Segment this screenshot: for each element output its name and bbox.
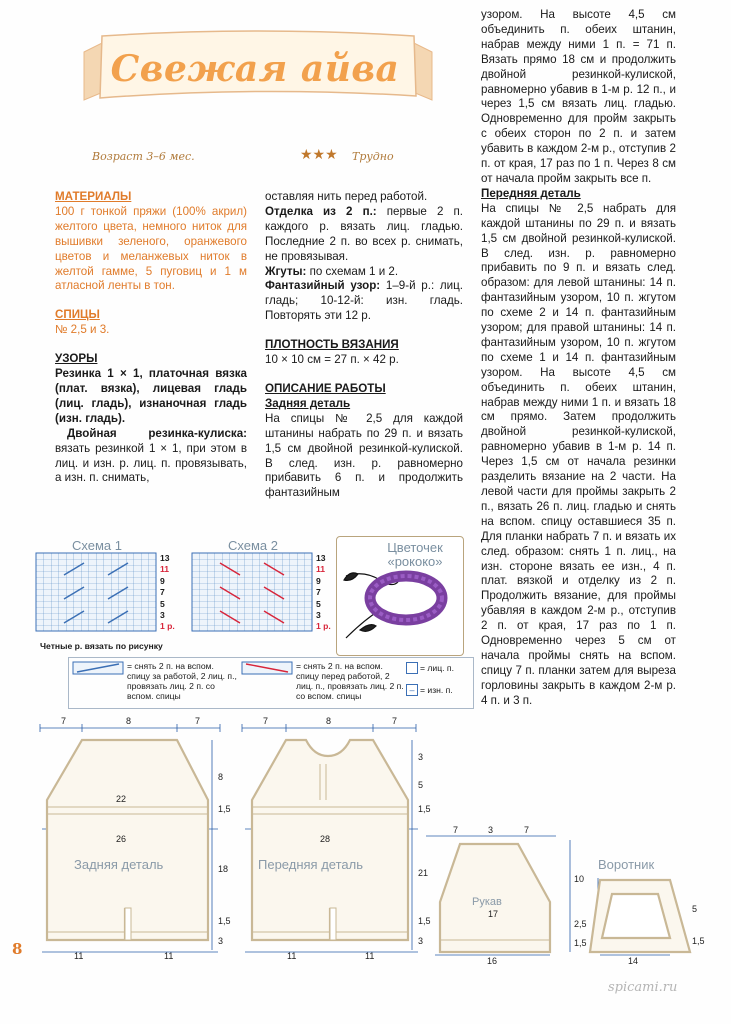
sleeve-mid-dim: 17 — [488, 909, 499, 919]
row-label: 11 — [160, 564, 170, 575]
cable-back-icon — [73, 662, 125, 676]
back-text: На спицы № 2,5 для каждой штанины набрать по 29 п. и вязать 1,5 см двойной резинкой-кулиской. В след. изн. р. равномерно прибавить 6 п. и продолжить фантазийным — [265, 411, 463, 500]
sleeve-side-dim: 2,5 — [574, 919, 587, 929]
knit-symbol — [406, 662, 418, 674]
fancy-text: 1–9-й р.: лиц. гладь; 10-12-й: изн. гладь. Повторять эти 12 р. — [265, 279, 463, 323]
row-label: 7 — [316, 587, 321, 598]
scheme-1-chart — [36, 553, 158, 635]
legend-purl: = изн. п. — [420, 685, 453, 695]
density-heading: ПЛОТНОСТЬ ВЯЗАНИЯ — [265, 338, 399, 352]
front-top-dim: 8 — [326, 716, 332, 726]
back-wide-dim: 26 — [116, 834, 127, 844]
fancy-label: Фантазийный узор: — [265, 279, 381, 293]
row-label: 9 — [160, 575, 165, 586]
col3-text-2: На спицы № 2,5 набрать для каждой штанины по 29 п. и вязать 1,5 см двойной резинкой-кулиской. В след. изн. р. равномерно прибавить по 9 п. и вязать след. образом: для левой штанины: 14 п. фантазийным узором, 10 п. жгутом по схеме 2 и 14 п. фантазийным узором; для правой штанины: 14 п. фантазийным узором, 10 п. жгутом по схеме 1 и 14 п. фантазийным узором. На высоте 4,5 см объединить п. обеих штанин, набрав между ними 1 п. и вязать 18 см прямо. Затем продолжить двойной резинкой-кулиской, равномерно убавив в 1-м р. 14 п. Через 1,5 см от начала резинки разделить вязание на 2 части. На левой части для проймы закрыть 2 п., вязать 26 п. лиц. гладью и снять на вспом. спицу оставшиеся 35 п. Для планки набрать 7 п. и вязать их след. образом: снять 1 п. лиц., на изн. стороне вязать ее изн., 4 п. плат. вязкой и отделку из 2 п. Продолжить вязание, для проймы убавляя в каждом 2-м р., отступив 2 п. от края, 17 раз по 1 п. Одновременно через 5 см от начала проймы снять на вспом. спицу 7 п. планки затем для выреза горловины закрыть в каждом 2-м р. 4 п. и 3 п. — [481, 201, 676, 707]
needles-text: № 2,5 и 3. — [55, 323, 110, 337]
sleeve-side-dim: 10 — [574, 874, 585, 884]
front-top-dim: 7 — [263, 716, 269, 726]
row-label: 3 — [316, 610, 321, 621]
back-top-dim: 7 — [61, 716, 67, 726]
front-side-dim: 21 — [418, 868, 429, 878]
front-side-dim: 5 — [418, 780, 424, 790]
sleeve-side-dim: 1,5 — [574, 938, 587, 948]
description-heading: ОПИСАНИЕ РАБОТЫ — [265, 381, 386, 395]
needles-heading: СПИЦЫ — [55, 308, 100, 322]
density-text: 10 × 10 см = 27 п. × 42 р. — [265, 353, 399, 367]
sleeve-label: Рукав — [472, 896, 502, 908]
collar-bottom-dim: 14 — [628, 956, 639, 966]
back-piece-label: Задняя деталь — [74, 857, 164, 872]
sleeve-top-dim: 3 — [488, 825, 494, 835]
row-label: 13 — [316, 553, 326, 563]
row-label: 7 — [160, 587, 165, 598]
row-label: 5 — [160, 598, 165, 609]
legend-cable-front: = снять 2 п. на вспом. спицу перед работой, 2 лиц. п., провязать лиц. 2 п. со вспом. спицы — [296, 661, 404, 701]
back-side-dim: 3 — [218, 936, 224, 946]
front-bottom-dim: 11 — [287, 951, 297, 961]
difficulty-label: Трудно — [352, 150, 394, 163]
front-heading: Передняя деталь — [481, 186, 581, 200]
back-heading: Задняя деталь — [265, 396, 351, 410]
collar-label: Воротник — [598, 857, 655, 872]
row-label: 3 — [160, 610, 165, 621]
scheme-2-chart — [192, 553, 314, 635]
materials-text: 100 г тонкой пряжи (100% акрил) желтого цвета, немного ниток для вышивки зеленого, оранжевого цветов и меланжевых ниток в желтой гамме, 5 пуговиц и 1 м атласной ленты в тон. — [55, 204, 247, 293]
scheme-1-rows — [160, 553, 175, 633]
materials-heading: МАТЕРИАЛЫ — [55, 190, 132, 203]
row-label: 11 — [316, 564, 326, 575]
row-label: 9 — [316, 575, 321, 586]
flower-title: Цветочек «рококо» — [387, 540, 443, 569]
scheme-1-title: Схема 1 — [72, 538, 122, 553]
patterns-heading: УЗОРЫ — [55, 352, 98, 366]
cords-label: Жгуты: — [265, 264, 307, 278]
sleeve-bottom-dim: 16 — [487, 956, 498, 966]
back-side-dim: 8 — [218, 772, 224, 782]
column-3 — [481, 8, 676, 709]
legend-knit: = лиц. п. — [420, 663, 454, 673]
scheme-2-rows — [316, 553, 331, 633]
front-side-dim: 1,5 — [418, 804, 431, 814]
sleeve-top-dim: 7 — [453, 825, 459, 835]
front-top-dim: 7 — [392, 716, 398, 726]
back-top-dim: 7 — [195, 716, 201, 726]
purl-symbol: – — [406, 684, 418, 696]
row-label: 1 р. — [316, 621, 331, 632]
collar-side-dim: 1,5 — [692, 936, 705, 946]
back-bottom-dim: 11 — [74, 951, 84, 961]
back-mid-dim: 22 — [116, 794, 127, 804]
back-bottom-dim: 11 — [164, 951, 174, 961]
watermark: spicami.ru — [608, 980, 678, 995]
age-label: Возраст 3–6 мес. — [92, 150, 195, 163]
front-side-dim: 1,5 — [418, 916, 431, 926]
front-side-dim: 3 — [418, 752, 424, 762]
front-bottom-dim: 11 — [365, 951, 375, 961]
cable-front-icon — [242, 662, 294, 676]
front-side-dim: 3 — [418, 936, 424, 946]
legend-cable-back: = снять 2 п. на вспом. спицу за работой, 2 лиц. п., провязать лиц. 2 п. со вспом. спицы — [127, 661, 237, 701]
even-rows-note: Четные р. вязать по рисунку — [40, 641, 163, 651]
flower-illustration — [340, 560, 458, 650]
row-label: 13 — [160, 553, 170, 563]
cords-text: по схемам 1 и 2. — [306, 264, 399, 278]
page-number: 8 — [12, 940, 23, 958]
column-1 — [55, 190, 247, 486]
sleeve-top-dim: 7 — [524, 825, 530, 835]
difficulty-stars: ★★★ — [300, 146, 338, 162]
trim-text: первые 2 п. каждого р. вязать лиц. гладью. Последние 2 п. во всех р. снимать, не провязывая. — [265, 204, 463, 263]
front-wide-dim: 28 — [320, 834, 331, 844]
back-side-dim: 1,5 — [218, 804, 231, 814]
back-side-dim: 1,5 — [218, 916, 231, 926]
row-label: 5 — [316, 598, 321, 609]
page-title: Свежая айва — [110, 48, 400, 90]
collar-side-dim: 5 — [692, 904, 698, 914]
back-side-dim: 18 — [218, 864, 229, 874]
rib-label: Двойная резинка-кулиска: — [67, 426, 247, 440]
col3-text-1: узором. На высоте 4,5 см объединить п. обеих штанин, набрав между ними 1 п. = 71 п. Вязать прямо 18 см и продолжить двойной резинкой-кулиской, равномерно убавив в 1-м р. 12 п., и через 1,5 см вязать лиц. гладью. Одновременно для пройм закрыть с обеих сторон по 2 п. и затем убавить в каждом 2-м р., отступив 2 п. от края, 17 раз по 1 п. Через 8 см от начала пройм закрыть все п. — [481, 8, 676, 185]
rib-text: вязать резинкой 1 × 1, при этом в лиц. и изн. р. лиц. п. провязывать, а изн. п. снимать, — [55, 441, 247, 485]
back-top-dim: 8 — [126, 716, 132, 726]
trim-label: Отделка из 2 п.: — [265, 204, 377, 218]
front-piece-label: Передняя деталь — [258, 857, 363, 872]
patterns-text: Резинка 1 × 1, платочная вязка (плат. вязка), лицевая гладь (лиц. гладь), изнаночная гладь (изн. гладь). — [55, 367, 247, 425]
col2-intro: оставляя нить перед работой. — [265, 190, 428, 203]
column-2 — [265, 190, 463, 501]
scheme-2-title: Схема 2 — [228, 538, 278, 553]
row-label: 1 р. — [160, 621, 175, 632]
